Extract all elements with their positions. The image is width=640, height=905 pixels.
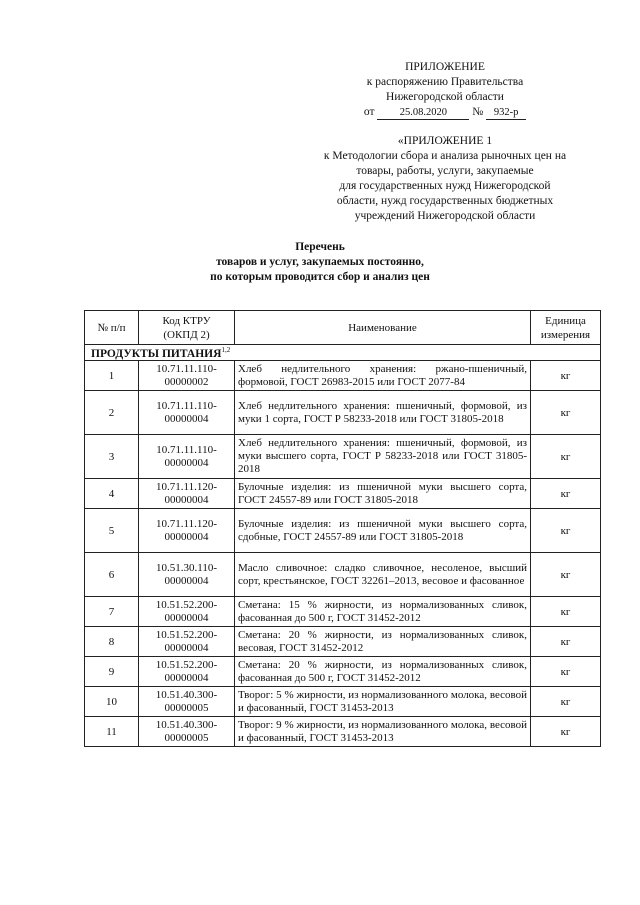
row-name: Булочные изделия: из пшеничной муки высшего сорта, сдобные, ГОСТ 24557-89 или ГОСТ 31805-2018 xyxy=(235,509,531,553)
row-number: 7 xyxy=(85,597,139,627)
list-title-line-1: Перечень xyxy=(295,241,345,253)
table-row xyxy=(85,687,601,717)
row-number: 2 xyxy=(85,391,139,435)
table-row xyxy=(85,435,601,479)
row-code-line-1: 10.51.30.110- xyxy=(155,561,217,574)
table-row xyxy=(85,509,601,553)
approval-line-1: к распоряжению Правительства xyxy=(366,76,524,88)
row-code-line-2: 00000004 xyxy=(164,412,209,425)
row-code-line-1: 10.51.52.200- xyxy=(155,628,218,641)
row-code xyxy=(139,479,235,509)
row-code-line-2: 00000004 xyxy=(164,611,209,624)
row-unit: кг xyxy=(531,597,601,627)
row-name: Булочные изделия: из пшеничной муки высшего сорта, ГОСТ 24557-89 или ГОСТ 31805-2018 xyxy=(235,479,531,509)
methodology-line-4: для государственных нужд Нижегородской xyxy=(339,180,551,192)
number-label: № xyxy=(472,106,484,118)
row-number: 8 xyxy=(85,627,139,657)
methodology-line-5: области, нужд государственных бюджетных xyxy=(336,195,554,207)
header-code xyxy=(139,311,235,345)
row-unit: кг xyxy=(531,717,601,747)
row-number: 3 xyxy=(85,435,139,479)
row-code-line-2: 00000004 xyxy=(164,671,209,684)
row-code-line-2: 00000005 xyxy=(164,731,209,744)
row-number: 1 xyxy=(85,361,139,391)
row-name: Сметана: 20 % жирности, из нормализованных сливок, весовая, ГОСТ 31452-2012 xyxy=(235,627,531,657)
row-number: 11 xyxy=(85,717,139,747)
row-number: 10 xyxy=(85,687,139,717)
methodology-block xyxy=(300,134,590,224)
header-code-line-1: Код КТРУ xyxy=(162,314,211,327)
row-code xyxy=(139,391,235,435)
row-unit: кг xyxy=(531,509,601,553)
table-row xyxy=(85,361,601,391)
row-code xyxy=(139,597,235,627)
header-num: № п/п xyxy=(85,311,139,345)
section-cell xyxy=(85,345,601,361)
row-number: 9 xyxy=(85,657,139,687)
row-unit: кг xyxy=(531,687,601,717)
table-row xyxy=(85,479,601,509)
row-code xyxy=(139,627,235,657)
approval-date: 25.08.2020 xyxy=(377,107,469,120)
header-unit-line-1: Единица xyxy=(545,314,586,327)
row-code-line-1: 10.71.11.120- xyxy=(155,517,217,530)
row-code xyxy=(139,657,235,687)
row-name: Хлеб недлительного хранения: ржано-пшеничный, формовой, ГОСТ 26983-2015 или ГОСТ 2077-84 xyxy=(235,361,531,391)
row-code xyxy=(139,509,235,553)
header-code-line-2: (ОКПД 2) xyxy=(163,328,210,341)
methodology-line-3: товары, работы, услуги, закупаемые xyxy=(356,165,534,177)
row-code xyxy=(139,361,235,391)
approval-block xyxy=(300,60,590,120)
row-code-line-2: 00000004 xyxy=(164,641,209,654)
table-row xyxy=(85,657,601,687)
from-label: от xyxy=(363,106,375,118)
row-code-line-2: 00000004 xyxy=(164,456,209,469)
row-code-line-1: 10.71.11.110- xyxy=(156,443,217,456)
row-code-line-1: 10.71.11.110- xyxy=(156,399,217,412)
row-unit: кг xyxy=(531,553,601,597)
row-number: 6 xyxy=(85,553,139,597)
table-row xyxy=(85,597,601,627)
row-code-line-1: 10.71.11.110- xyxy=(156,362,217,375)
row-name: Хлеб недлительного хранения: пшеничный, формовой, из муки высшего сорта, ГОСТ Р 58233-2018 или ГОСТ 31805-2018 xyxy=(235,435,531,479)
row-name: Сметана: 15 % жирности, из нормализованных сливок, фасованная до 500 г, ГОСТ 31452-2012 xyxy=(235,597,531,627)
header-unit-line-2: измерения xyxy=(540,328,591,341)
row-name: Творог: 9 % жирности, из нормализованного молока, весовой и фасованный, ГОСТ 31453-2013 xyxy=(235,717,531,747)
row-code xyxy=(139,717,235,747)
approval-title: ПРИЛОЖЕНИЕ xyxy=(405,61,485,73)
section-footnote: 1,2 xyxy=(221,345,231,354)
approval-number: 932-р xyxy=(486,107,526,120)
table-row xyxy=(85,391,601,435)
approval-line-2: Нижегородской области xyxy=(386,91,504,103)
row-code xyxy=(139,435,235,479)
table-header-row xyxy=(85,311,601,345)
methodology-line-6: учреждений Нижегородской области xyxy=(354,210,536,222)
row-code xyxy=(139,687,235,717)
row-code-line-1: 10.51.52.200- xyxy=(155,598,218,611)
row-unit: кг xyxy=(531,361,601,391)
list-title-line-2: товаров и услуг, закупаемых постоянно, xyxy=(216,256,424,268)
row-number: 4 xyxy=(85,479,139,509)
row-code-line-2: 00000004 xyxy=(164,493,209,506)
row-unit: кг xyxy=(531,657,601,687)
row-unit: кг xyxy=(531,391,601,435)
row-unit: кг xyxy=(531,627,601,657)
row-name: Сметана: 20 % жирности, из нормализованных сливок, фасованная до 500 г, ГОСТ 31452-2012 xyxy=(235,657,531,687)
row-name: Хлеб недлительного хранения: пшеничный, формовой, из муки 1 сорта, ГОСТ Р 58233-2018 или ГОСТ 31805-2018 xyxy=(235,391,531,435)
row-code-line-1: 10.51.52.200- xyxy=(155,658,218,671)
row-code-line-2: 00000005 xyxy=(164,701,209,714)
row-name: Творог: 5 % жирности, из нормализованного молока, весовой и фасованный, ГОСТ 31453-2013 xyxy=(235,687,531,717)
row-code-line-1: 10.51.40.300- xyxy=(155,718,218,731)
list-title-line-3: по которым проводится сбор и анализ цен xyxy=(210,271,430,283)
row-code-line-1: 10.51.40.300- xyxy=(155,688,218,701)
approval-date-line xyxy=(300,105,590,120)
row-code-line-2: 00000002 xyxy=(164,375,209,388)
table-row xyxy=(85,627,601,657)
section-row xyxy=(85,345,601,361)
header-name: Наименование xyxy=(235,311,531,345)
list-title xyxy=(0,240,640,285)
goods-table xyxy=(84,310,601,747)
row-code-line-1: 10.71.11.120- xyxy=(155,480,217,493)
row-name: Масло сливочное: сладко сливочное, несоленое, высший сорт, крестьянское, ГОСТ 32261–2013, весовое и фасованное xyxy=(235,553,531,597)
section-label: ПРОДУКТЫ ПИТАНИЯ xyxy=(91,347,222,360)
row-code-line-2: 00000004 xyxy=(164,574,209,587)
table-row xyxy=(85,553,601,597)
table-row xyxy=(85,717,601,747)
header-unit xyxy=(531,311,601,345)
row-unit: кг xyxy=(531,479,601,509)
methodology-line-1: «ПРИЛОЖЕНИЕ 1 xyxy=(397,135,493,147)
row-unit: кг xyxy=(531,435,601,479)
methodology-line-2: к Методологии сбора и анализа рыночных цен на xyxy=(323,150,567,162)
row-number: 5 xyxy=(85,509,139,553)
row-code xyxy=(139,553,235,597)
row-code-line-2: 00000004 xyxy=(164,530,209,543)
